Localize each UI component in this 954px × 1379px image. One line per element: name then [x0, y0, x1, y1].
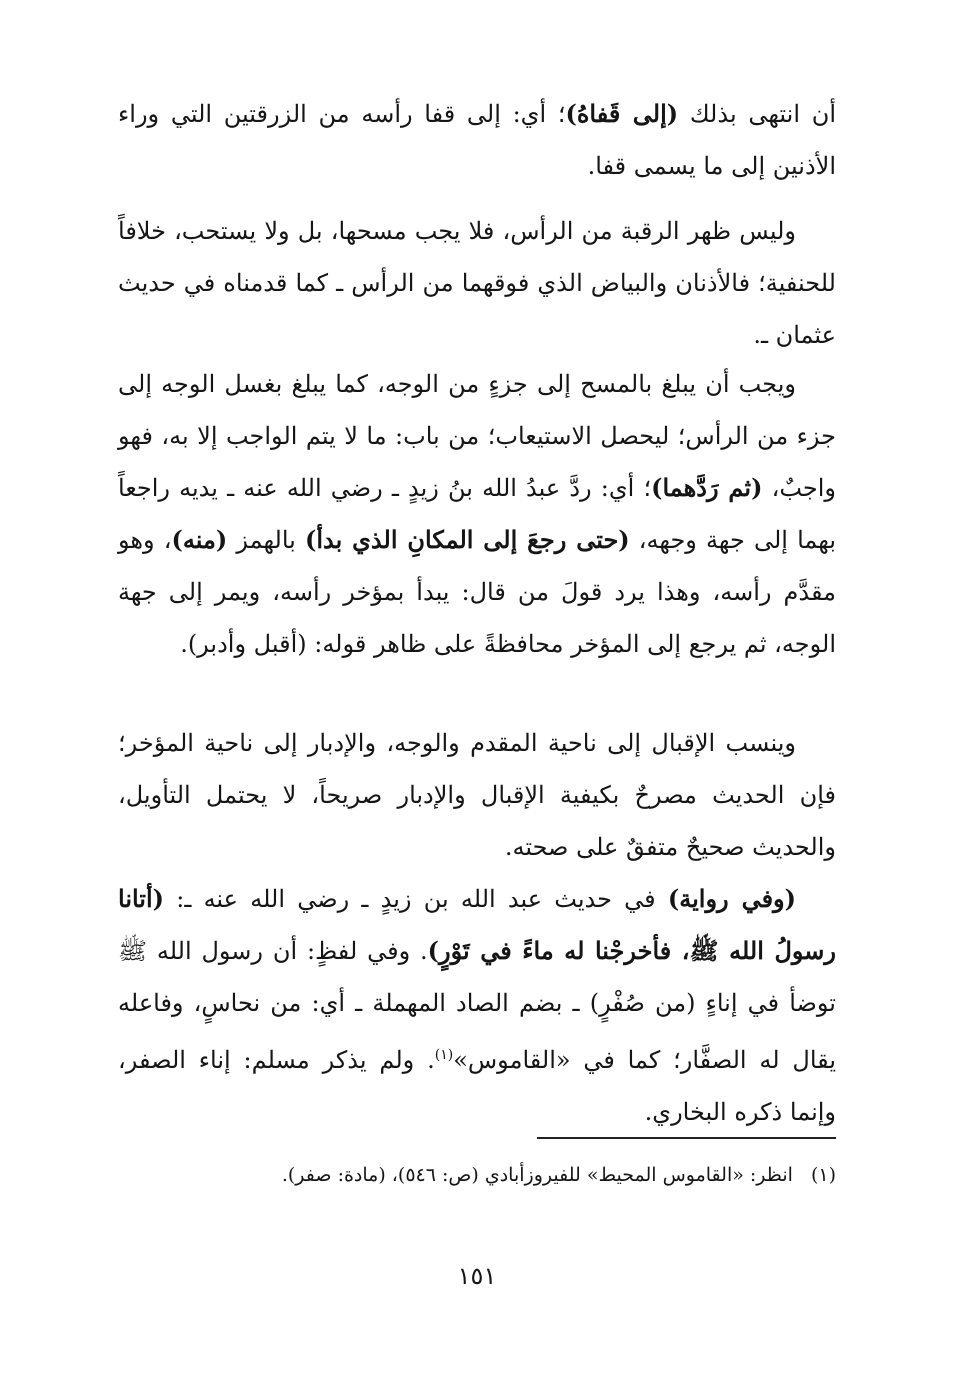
- page-number: ١٥١: [457, 1262, 497, 1290]
- paragraph-4: [118, 717, 836, 873]
- footnote-divider: [537, 1137, 836, 1139]
- footnote-reference[interactable]: (١): [434, 1047, 454, 1063]
- p1-text-start: أن انتهى بذلك: [678, 100, 837, 128]
- p3-text-2: ؛ أي: ردَّ عبدُ الله بنُ زيدٍ ـ رضي الله عنه ـ يديه راجعاً بهما إلى جهة وجهه،: [118, 474, 836, 554]
- p5-bold-1: (وفي رواية): [667, 884, 796, 913]
- p3-bold-2: (حتى رجعَ إلى المكانِ الذي بدأ): [304, 525, 630, 554]
- footnote: [118, 1160, 836, 1190]
- p3-bold-3: (منه): [171, 525, 228, 554]
- p1-bold-phrase: (إلى قَفاهُ): [565, 99, 679, 128]
- p5-text-2: . وفي لفظٍ: أن رسول الله ﷺ توضأ في إناءٍ: [118, 937, 836, 1017]
- p5-text-1: في حديث عبد الله بن زيدٍ ـ رضي الله عنه ـ:: [164, 885, 668, 913]
- p3-bold-1: (ثم رَدَّهما): [651, 473, 763, 502]
- p5-bold-2: (أتانا رسولُ الله ﷺ، فأخرجْنا له ماءً في تَوْرٍ): [118, 884, 836, 965]
- p5-text-4: ـ بضم الصاد المهملة ـ أي: من نحاسٍ، وفاعله يقال له الصفَّار؛ كما في «القاموس»: [118, 989, 836, 1074]
- paragraph-3: [118, 358, 836, 670]
- p5-text-5: . ولم يذكر مسلم: إناء الصفر، وإنما ذكره البخاري.: [118, 1046, 836, 1126]
- p4-text: وينسب الإقبال إلى ناحية المقدم والوجه، والإدبار إلى ناحية المؤخر؛ فإن الحديث مصرحٌ بكيفية الإقبال والإدبار صريحاً، لا يحتمل التأويل، والحديث صحيحٌ متفقٌ على صحته.: [118, 729, 836, 861]
- p1-text-end: ؛ أي: إلى قفا رأسه من الزرقتين التي وراء الأذنين إلى ما يسمى قفا.: [118, 100, 836, 180]
- p5-text-3: (من صُفْرٍ): [589, 989, 696, 1017]
- footnote-marker: (١): [810, 1164, 836, 1186]
- p3-text-4: ، وهو مقدَّم رأسه، وهذا يرد قولَ من قال: يبدأ بمؤخر رأسه، ويمر إلى جهة الوجه، ثم يرجع إلى المؤخر محافظةً على ظاهر قوله: (أقبل وأدبر).: [118, 526, 836, 658]
- p2-text: وليس ظهر الرقبة من الرأس، فلا يجب مسحها، بل ولا يستحب، خلافاً للحنفية؛ فالأذنان والبياض الذي فوقهما من الرأس ـ كما قدمناه في حديث عثمان ـ.: [118, 217, 836, 349]
- paragraph-5: [118, 873, 836, 1138]
- p3-text-3: بالهمز: [227, 526, 305, 554]
- paragraph-1: [118, 88, 836, 192]
- p3-text-1: ويجب أن يبلغ بالمسح إلى جزءٍ من الوجه، كما يبلغ بغسل الوجه إلى جزء من الرأس؛ ليحصل الاستيعاب؛ من باب: ما لا يتم الواجب إلا به، فهو واجبٌ،: [118, 370, 836, 502]
- paragraph-2: [118, 205, 836, 361]
- footnote-text: انظر: «القاموس المحيط» للفيروزأبادي (ص: ٥٤٦)، (مادة: صفر).: [281, 1164, 793, 1186]
